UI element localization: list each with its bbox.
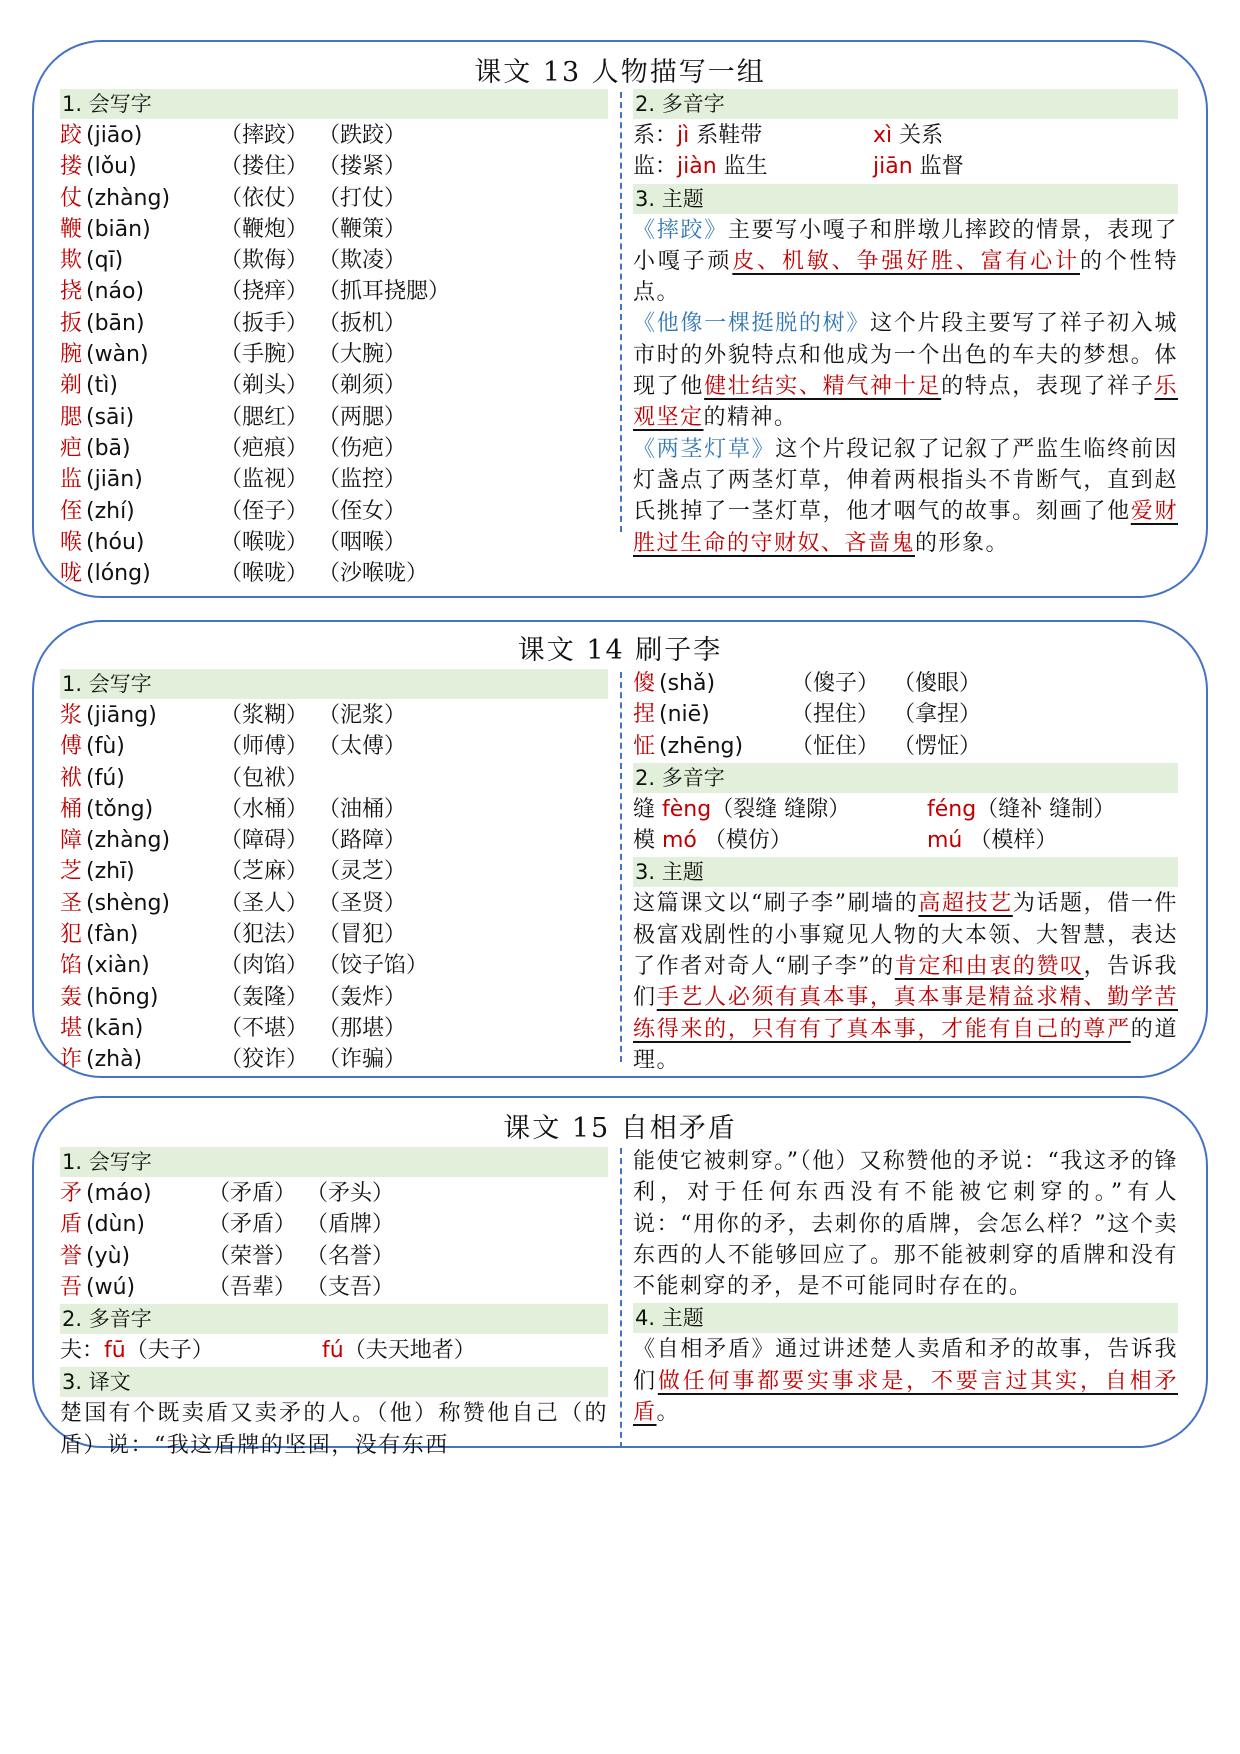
target-char: 跤	[60, 123, 83, 148]
word-2: （支吾）	[306, 1274, 395, 1300]
target-char: 堪	[60, 1015, 83, 1041]
word-2: （那堪）	[318, 1015, 407, 1041]
polyphonic-list	[633, 794, 1178, 857]
target-char: 吾	[60, 1274, 83, 1300]
example-1: 监生	[716, 154, 768, 180]
char-row	[60, 276, 608, 307]
word-1: （障碍）	[220, 828, 309, 854]
key-phrase: 乐观坚定	[633, 374, 1178, 431]
pinyin: (kān)	[86, 1015, 144, 1041]
pinyin: (fú)	[86, 765, 125, 791]
char-row	[60, 308, 608, 339]
pinyin-1: jì	[677, 123, 690, 148]
polyphonic-row	[633, 120, 1178, 151]
pinyin: (máo)	[86, 1181, 152, 1206]
book-title: 《他像一棵挺脱的树》	[633, 311, 871, 337]
polyphonic-list	[60, 1335, 608, 1366]
char-row	[60, 1044, 608, 1075]
lesson-14-title: 课文 14 刷子李	[517, 635, 723, 666]
theme-paragraph-3	[633, 434, 1178, 559]
pinyin: (fàn)	[86, 922, 139, 948]
char-list	[60, 1178, 608, 1303]
char-row	[60, 120, 608, 151]
example-1: （夫子）	[125, 1338, 214, 1364]
char-list	[60, 700, 608, 1076]
pinyin: (dùn)	[86, 1212, 146, 1238]
word-2: （沙喉咙）	[318, 561, 429, 587]
key-phrase: 健壮结实、精气神十足	[704, 374, 942, 400]
char-row	[633, 668, 1178, 699]
word-1: （不堪）	[220, 1015, 309, 1041]
pinyin: (fù)	[86, 734, 125, 760]
target-char: 诈	[60, 1047, 83, 1073]
word-1: （傻子）	[791, 671, 880, 696]
target-char: 轰	[60, 984, 83, 1010]
char-row	[60, 527, 608, 558]
column-divider	[620, 92, 622, 532]
char-row	[60, 794, 608, 825]
pinyin-1: mó	[662, 828, 697, 854]
pinyin: (qī)	[86, 248, 124, 274]
section-heading: 2. 多音字	[633, 89, 1178, 119]
target-char: 腮	[60, 404, 83, 430]
word-2: （监控）	[318, 467, 407, 493]
char-row	[60, 339, 608, 370]
target-char: 盾	[60, 1212, 83, 1238]
lesson-15-card	[32, 1096, 1208, 1458]
word-2: （盾牌）	[306, 1212, 395, 1238]
theme-paragraph	[633, 888, 1178, 1076]
word-2: （欺凌）	[318, 248, 407, 274]
char-row	[60, 402, 608, 433]
pinyin: (shǎ)	[659, 671, 716, 696]
key-phrase: 手艺人必须有真本事，真本事是精益求精、勤学苦练得来的，只有有了真本事，才能有自己的尊严	[633, 985, 1178, 1042]
word-1: （挠痒）	[220, 279, 309, 305]
target-char: 咙	[60, 561, 83, 587]
pinyin: (bān)	[86, 310, 145, 336]
target-char: 腕	[60, 342, 83, 368]
target-char: 扳	[60, 310, 83, 336]
char-row	[60, 1178, 608, 1209]
column-divider	[620, 1148, 622, 1448]
word-2: （油桶）	[318, 796, 407, 822]
char-row	[60, 731, 608, 762]
pinyin: (tǒng)	[86, 796, 154, 822]
poly-char: 系：	[633, 123, 678, 148]
word-2: （愣怔）	[893, 733, 982, 759]
pinyin: (hóu)	[86, 529, 145, 555]
target-char: 挠	[60, 279, 83, 305]
word-2: （侄女）	[318, 498, 407, 524]
pinyin-2: jiān	[873, 154, 913, 180]
word-2: （扳机）	[318, 310, 407, 336]
word-2: （傻眼）	[893, 671, 982, 696]
word-1: （鞭炮）	[220, 216, 309, 242]
pinyin: (lóng)	[86, 561, 151, 587]
example-1: （裂缝 缝隙）	[711, 796, 851, 822]
lesson-14-write-chars	[60, 668, 608, 1076]
char-list-continued	[633, 668, 1178, 762]
char-row	[60, 464, 608, 495]
word-2: （咽喉）	[318, 529, 407, 555]
text: 的道理。	[633, 1016, 1178, 1073]
pinyin: (zhàng)	[86, 828, 171, 854]
poly-char: 监：	[633, 154, 678, 180]
pinyin: (xiàn)	[86, 953, 150, 979]
theme-paragraph-1	[633, 215, 1178, 309]
word-1: （包袱）	[220, 765, 309, 791]
target-char: 圣	[60, 890, 83, 916]
target-char: 袱	[60, 765, 83, 791]
section-heading: 1. 会写字	[60, 669, 608, 699]
pinyin: (jiān)	[86, 467, 143, 493]
section-heading: 2. 多音字	[60, 1304, 608, 1334]
pinyin: (zhí)	[86, 498, 135, 524]
char-row	[60, 151, 608, 182]
word-2: （剃须）	[318, 373, 407, 399]
word-1: （荣誉）	[208, 1243, 297, 1269]
word-1: （摔跤）	[220, 123, 309, 148]
word-1: （狡诈）	[220, 1047, 309, 1073]
example-2: （夫天地者）	[343, 1338, 476, 1364]
key-phrase: 做任何事都要实事求是，不要言过其实，自相矛盾	[633, 1368, 1178, 1426]
text: 为话题，借一件极富戏剧性的小事窥见人物的大本领、大智慧，表达了作者对奇人“刷子李”的	[633, 891, 1178, 980]
section-heading: 2. 多音字	[633, 763, 1178, 793]
char-row	[60, 558, 608, 589]
target-char: 浆	[60, 703, 83, 728]
word-2: （伤疤）	[318, 435, 407, 461]
word-1: （矛盾）	[208, 1181, 297, 1206]
book-title: 《两茎灯草》	[633, 436, 776, 462]
target-char: 疤	[60, 435, 83, 461]
pinyin: (tì)	[86, 373, 118, 399]
target-char: 搂	[60, 154, 83, 180]
target-char: 傻	[633, 671, 656, 696]
target-char: 傅	[60, 734, 83, 760]
pinyin: (jiāng)	[86, 703, 157, 728]
word-1: （依仗）	[220, 185, 309, 211]
word-1: （腮红）	[220, 404, 309, 430]
example-2: 关系	[892, 123, 944, 148]
char-row	[633, 731, 1178, 762]
word-1: （师傅）	[220, 734, 309, 760]
example-1: （模仿）	[696, 828, 792, 854]
char-row	[60, 214, 608, 245]
column-divider	[620, 672, 622, 1062]
word-2: （轰炸）	[318, 984, 407, 1010]
section-heading: 3. 主题	[633, 184, 1178, 214]
word-2: （饺子馅）	[318, 953, 429, 979]
pinyin: (jiāo)	[86, 123, 143, 148]
char-row	[60, 1209, 608, 1240]
word-2: （冒犯）	[318, 922, 407, 948]
word-2: （拿捏）	[893, 702, 982, 728]
example-2: 监督	[912, 154, 964, 180]
pinyin: (wú)	[86, 1274, 136, 1300]
target-char: 欺	[60, 248, 83, 274]
translation-text: 楚国有个既卖盾又卖矛的人。（他）称赞他自己（的盾）说：“我这盾牌的坚固，没有东西	[60, 1401, 608, 1458]
word-2: （泥浆）	[318, 703, 407, 728]
example-2: （模样）	[962, 828, 1058, 854]
target-char: 犯	[60, 922, 83, 948]
target-char: 馅	[60, 953, 83, 979]
char-row	[60, 1241, 608, 1272]
poly-char: 夫：	[60, 1338, 105, 1364]
pinyin-1: jiàn	[677, 154, 717, 180]
pinyin-1: fū	[104, 1338, 126, 1364]
word-1: （水桶）	[220, 796, 309, 822]
text: 这个片段主要写了祥子初入城市时的外貌特点和他成为一个出色的车夫的梦想。体现了他	[633, 311, 1178, 400]
char-row	[60, 856, 608, 887]
pinyin-2: féng	[927, 796, 977, 822]
pinyin: (náo)	[86, 279, 145, 305]
key-phrase: 皮、机敏、争强好胜、富有心计	[732, 248, 1080, 274]
lesson-15-title: 课文 15 自相矛盾	[503, 1113, 737, 1144]
polyphonic-row	[633, 794, 1178, 825]
section-heading: 3. 译文	[60, 1367, 608, 1397]
pinyin: (biān)	[86, 216, 151, 242]
word-1: （疤痕）	[220, 435, 309, 461]
word-2: （灵芝）	[318, 859, 407, 885]
word-1: （扳手）	[220, 310, 309, 336]
pinyin: (yù)	[86, 1243, 131, 1269]
word-1: （圣人）	[220, 890, 309, 916]
poly-char: 缝	[633, 796, 662, 822]
char-row	[60, 433, 608, 464]
section-heading: 1. 会写字	[60, 89, 608, 119]
lesson-13-title: 课文 13 人物描写一组	[474, 57, 766, 88]
word-1: （犯法）	[220, 922, 309, 948]
word-2: （大腕）	[318, 342, 407, 368]
char-row	[60, 950, 608, 981]
target-char: 矛	[60, 1181, 83, 1206]
key-phrase: 肯定和由衷的赞叹	[894, 954, 1084, 980]
word-2: （两腮）	[318, 404, 407, 430]
word-1: （肉馅）	[220, 953, 309, 979]
target-char: 监	[60, 467, 83, 493]
char-row	[60, 919, 608, 950]
pinyin: (sāi)	[86, 404, 135, 430]
text: 的精神。	[703, 405, 798, 431]
word-2: （圣贤）	[318, 890, 407, 916]
char-row	[60, 1013, 608, 1044]
pinyin: (hōng)	[86, 984, 159, 1010]
pinyin: (wàn)	[86, 342, 149, 368]
polyphonic-row	[633, 825, 1178, 856]
pinyin: (zhēng)	[659, 733, 744, 759]
pinyin: (shèng)	[86, 890, 171, 916]
key-phrase: 高超技艺	[918, 891, 1013, 917]
section-heading: 3. 主题	[633, 857, 1178, 887]
char-list	[60, 120, 608, 589]
word-1: （矛盾）	[208, 1212, 297, 1238]
text: 这篇课文以“刷子李”刷墙的	[633, 891, 919, 917]
char-row	[60, 245, 608, 276]
word-2: （路障）	[318, 828, 407, 854]
lesson-13-write-chars	[60, 88, 608, 589]
word-2: （搂紧）	[318, 154, 407, 180]
word-1: （手腕）	[220, 342, 309, 368]
word-1: （浆糊）	[220, 703, 309, 728]
text: 的个性特点。	[633, 248, 1178, 306]
lesson-13-right	[633, 88, 1178, 559]
word-1: （喉咙）	[220, 529, 309, 555]
word-1: （剃头）	[220, 373, 309, 399]
word-1: （吾辈）	[208, 1274, 297, 1300]
word-2: （打仗）	[318, 185, 407, 211]
target-char: 桶	[60, 796, 83, 822]
char-row	[60, 183, 608, 214]
char-row	[60, 370, 608, 401]
char-row	[60, 496, 608, 527]
pinyin: (zhà)	[86, 1047, 143, 1073]
target-char: 鞭	[60, 216, 83, 242]
word-1: （喉咙）	[220, 561, 309, 587]
polyphonic-row	[60, 1335, 608, 1366]
pinyin: (zhī)	[86, 859, 135, 885]
target-char: 侄	[60, 498, 83, 524]
example-2: （缝补 缝制）	[976, 796, 1116, 822]
text: ，告诉我们	[633, 954, 1178, 1011]
word-1: （怔住）	[791, 733, 880, 759]
word-2: （名誉）	[306, 1243, 395, 1269]
target-char: 怔	[633, 733, 656, 759]
word-2: （跌跤）	[318, 123, 407, 148]
theme-paragraph-2	[633, 308, 1178, 433]
pinyin-2: mú	[927, 828, 963, 854]
pinyin: (bā)	[86, 435, 131, 461]
target-char: 誉	[60, 1243, 83, 1269]
lesson-14-right	[633, 668, 1178, 1076]
text: 。	[656, 1400, 681, 1426]
book-title: 《摔跤》	[633, 217, 728, 243]
word-2: （太傅）	[318, 734, 407, 760]
pinyin: (zhàng)	[86, 185, 171, 211]
polyphonic-row	[633, 151, 1178, 182]
pinyin: (lǒu)	[86, 154, 137, 180]
pinyin-2: fú	[322, 1338, 344, 1364]
text: 这个片段记叙了记叙了严监生临终前因灯盏点了两茎灯草，伸着两根指头不肯断气，直到赵氏挑掉了一茎灯草，他才咽气的故事。刻画了他	[633, 436, 1178, 525]
word-1: （监视）	[220, 467, 309, 493]
target-char: 剃	[60, 373, 83, 399]
word-1: （欺侮）	[220, 248, 309, 274]
lesson-15-left	[60, 1146, 608, 1461]
char-row	[60, 700, 608, 731]
text: 主要写小嘎子和胖墩儿摔跤的情景，表现了小嘎子顽	[633, 217, 1178, 274]
pinyin: (niē)	[659, 702, 710, 728]
char-row	[633, 699, 1178, 730]
example-1: 系鞋带	[689, 123, 763, 148]
section-heading: 1. 会写字	[60, 1147, 608, 1177]
target-char: 障	[60, 828, 83, 854]
word-1: （轰隆）	[220, 984, 309, 1010]
target-char: 芝	[60, 859, 83, 885]
text: 的形象。	[915, 530, 1010, 556]
text: 《自相矛盾》通过讲述楚人卖盾和矛的故事，告诉我们	[633, 1337, 1178, 1394]
word-2: （矛头）	[306, 1181, 395, 1206]
pinyin-1: fèng	[662, 796, 712, 822]
target-char: 捏	[633, 702, 656, 728]
lesson-14-card	[32, 620, 1208, 1078]
target-char: 仗	[60, 185, 83, 211]
char-row	[60, 1272, 608, 1303]
word-2: （抓耳挠腮）	[318, 279, 451, 305]
word-1: （捏住）	[791, 702, 880, 728]
char-row	[60, 825, 608, 856]
word-1: （侄子）	[220, 498, 309, 524]
word-1: （芝麻）	[220, 859, 309, 885]
word-1: （搂住）	[220, 154, 309, 180]
char-row	[60, 888, 608, 919]
poly-char: 模	[633, 828, 662, 854]
translation-text-continued: 能使它被刺穿。”（他）又称赞他的矛说：“我这矛的锋利，对于任何东西没有不能被它刺穿的。”有人说：“用你的矛，去刺你的盾牌，会怎么样？”这个卖东西的人不能够回应了。那不能被刺穿的盾牌和没有不能刺穿的矛，是不可能同时存在的。	[633, 1149, 1178, 1300]
char-row	[60, 763, 608, 794]
lesson-15-right	[633, 1146, 1178, 1428]
target-char: 喉	[60, 529, 83, 555]
polyphonic-list	[633, 120, 1178, 183]
word-2: （鞭策）	[318, 216, 407, 242]
pinyin-2: xì	[873, 123, 893, 148]
theme-paragraph	[633, 1334, 1178, 1428]
section-heading: 4. 主题	[633, 1303, 1178, 1333]
text: 的特点，表现了祥子	[941, 374, 1155, 400]
key-phrase: 爱财胜过生命的守财奴、吝啬鬼	[633, 499, 1178, 556]
word-2: （诈骗）	[318, 1047, 407, 1073]
lesson-13-card	[32, 40, 1208, 598]
char-row	[60, 982, 608, 1013]
